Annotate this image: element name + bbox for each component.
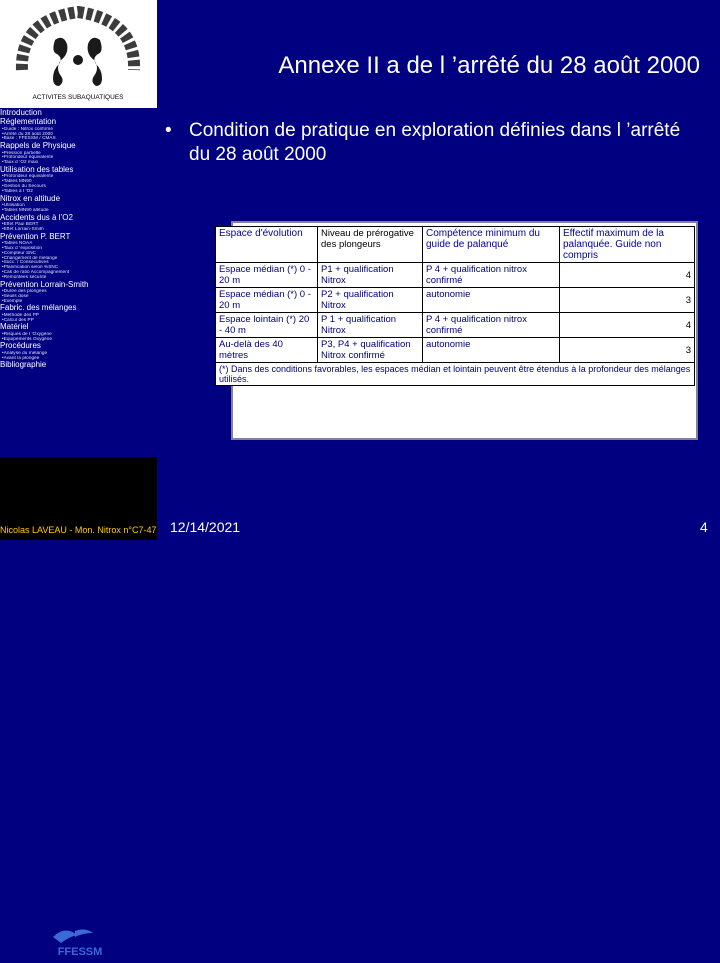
cell-level: P3, P4 + qualification Nitrox confirmé: [318, 338, 423, 363]
sidebar-subitem[interactable]: •Arrêté du 28 août 2000: [2, 131, 53, 136]
sidebar-section[interactable]: Accidents dus à l’O2: [0, 213, 73, 222]
sidebar-subitem[interactable]: •Profondeur équivalente: [2, 174, 54, 179]
footer-author: Nicolas LAVEAU - Mon. Nitrox n°C7-47: [0, 525, 157, 535]
bullet-text: Condition de pratique en exploration définies dans l ’arrêté du 28 août 2000: [189, 120, 681, 165]
sidebar-section[interactable]: Nitrox en altitude: [0, 194, 61, 203]
cell-level: P1 + qualification Nitrox: [318, 263, 423, 288]
conditions-table: [215, 226, 695, 386]
sidebar-subitem[interactable]: •Tables MN90 altitude: [2, 207, 49, 212]
sidebar-subitem[interactable]: •Base : FFESSM / CMAS: [2, 136, 56, 141]
cell-space: Au-delà des 40 mètres: [216, 338, 318, 363]
sidebar-subitem[interactable]: •Méthode des PP: [2, 312, 40, 317]
cell-space: Espace médian (*) 0 - 20 m: [216, 288, 318, 313]
sidebar-section[interactable]: Procédures: [0, 342, 41, 351]
table-row: [216, 288, 695, 313]
header-guide: Compétence minimum du guide de palanqué: [423, 227, 560, 263]
sidebar-subitem[interactable]: •Pression partielle: [2, 150, 41, 155]
sidebar-section[interactable]: Introduction: [0, 109, 42, 117]
cell-max: 3: [560, 338, 695, 363]
sidebar-section[interactable]: Rappels de Physique: [0, 142, 76, 151]
bullet-point: [165, 119, 705, 167]
sidebar-section[interactable]: Prévention P. BERT: [0, 232, 71, 241]
ffessm-logo-text: FFESSM: [57, 946, 103, 958]
sidebar-section[interactable]: Fabric. des mélanges: [0, 304, 77, 313]
sidebar-subitem[interactable]: •Taux d ’exposition: [2, 245, 43, 250]
slide-title: Annexe II a de l ’arrêté du 28 août 2000: [278, 52, 700, 79]
cell-space: Espace lointain (*) 20 - 40 m: [216, 313, 318, 338]
table-row: [216, 313, 695, 338]
sidebar-subitem[interactable]: •Calcul des PP: [2, 317, 34, 322]
sidebar-subitem[interactable]: •Profondeur équivalente: [2, 155, 54, 160]
table-note: (*) Dans des conditions favorables, les espaces médian et lointain peuvent être étendus à la profondeur des mélanges utilisés.: [216, 363, 695, 386]
sidebar-subitem[interactable]: •Analyse du mélange: [2, 350, 48, 355]
sidebar-subitem[interactable]: •Compteur SNC: [2, 250, 37, 255]
cell-max: 3: [560, 288, 695, 313]
sidebar-subitem[interactable]: •Gestion du Secours: [2, 184, 46, 189]
club-logo-subtext: ACTIVITES SUBAQUATIQUES: [32, 94, 124, 101]
table-row: [216, 263, 695, 288]
club-logo: [0, 0, 157, 108]
seahorse-logo-icon: [0, 0, 157, 108]
sidebar-subitem[interactable]: •Seuils dose: [2, 293, 29, 298]
ffessm-logo-icon: [45, 923, 115, 963]
sidebar-subitem[interactable]: •Succ. / Consecutives: [2, 260, 49, 265]
cell-guide: P 4 + qualification nitrox confirmé: [423, 313, 560, 338]
table-row: [216, 338, 695, 363]
cell-space: Espace médian (*) 0 - 20 m: [216, 263, 318, 288]
sidebar-subitem[interactable]: •Avant la plongée: [2, 355, 40, 360]
sidebar-subitem[interactable]: •Guide : Nitrox confirmé: [2, 126, 53, 131]
sidebar-subitem[interactable]: •Tables NOAA: [2, 241, 33, 246]
sidebar-section[interactable]: Utilisation des tables: [0, 166, 74, 175]
sidebar-subitem[interactable]: •Effet Lorrain-Smith: [2, 226, 44, 231]
sidebar-subitem[interactable]: •Taux d ’O2 maxi: [2, 160, 39, 165]
sidebar-section[interactable]: Réglementation: [0, 118, 57, 127]
sidebar-outline: [0, 108, 157, 457]
table-header-row: [216, 227, 695, 263]
header-level: Niveau de prérogative des plongeurs: [318, 227, 423, 263]
sidebar-subitem[interactable]: •Remontées sécurité: [2, 274, 47, 279]
sidebar-section[interactable]: Matériel: [0, 323, 29, 332]
cell-guide: autonomie: [423, 338, 560, 363]
sidebar-subitem[interactable]: •Planification selon %SNC: [2, 265, 59, 270]
footer-date: 12/14/2021: [170, 519, 241, 535]
sidebar-section[interactable]: Prévention Lorrain-Smith: [0, 280, 89, 289]
sidebar-subitem[interactable]: •Effet Paul BERT: [2, 222, 39, 227]
header-space: Espace d'évolution: [216, 227, 318, 263]
sidebar-subitem[interactable]: •Utilisation: [2, 203, 25, 208]
sidebar-subitem[interactable]: •Durée des plongées: [2, 289, 47, 293]
sidebar-section[interactable]: Bibliographie: [0, 361, 47, 370]
sidebar-subitem[interactable]: •Exemple: [2, 298, 23, 303]
cell-level: P 1 + qualification Nitrox: [318, 313, 423, 338]
cell-max: 4: [560, 313, 695, 338]
sidebar-subitem[interactable]: •Tables à l ’O2: [2, 188, 33, 193]
cell-guide: P 4 + qualification nitrox confirmé: [423, 263, 560, 288]
sidebar-subitem[interactable]: •Equipements Oxygène: [2, 336, 53, 341]
sidebar-subitem[interactable]: •Changement de mélange: [2, 255, 58, 260]
header-max: Effectif maximum de la palanquée. Guide non compris: [560, 227, 695, 263]
bullet-symbol: •: [165, 120, 172, 141]
cell-guide: autonomie: [423, 288, 560, 313]
cell-level: P2 + qualification Nitrox: [318, 288, 423, 313]
page-number: 4: [700, 519, 708, 535]
table-note-row: [216, 363, 695, 386]
cell-max: 4: [560, 263, 695, 288]
sidebar-subitem[interactable]: •Tables MN90: [2, 179, 32, 184]
sidebar-subitem[interactable]: •Cas de ratio Accompagnement: [2, 269, 70, 274]
sidebar-subitem[interactable]: •Risques de l ’Oxygène: [2, 331, 52, 336]
